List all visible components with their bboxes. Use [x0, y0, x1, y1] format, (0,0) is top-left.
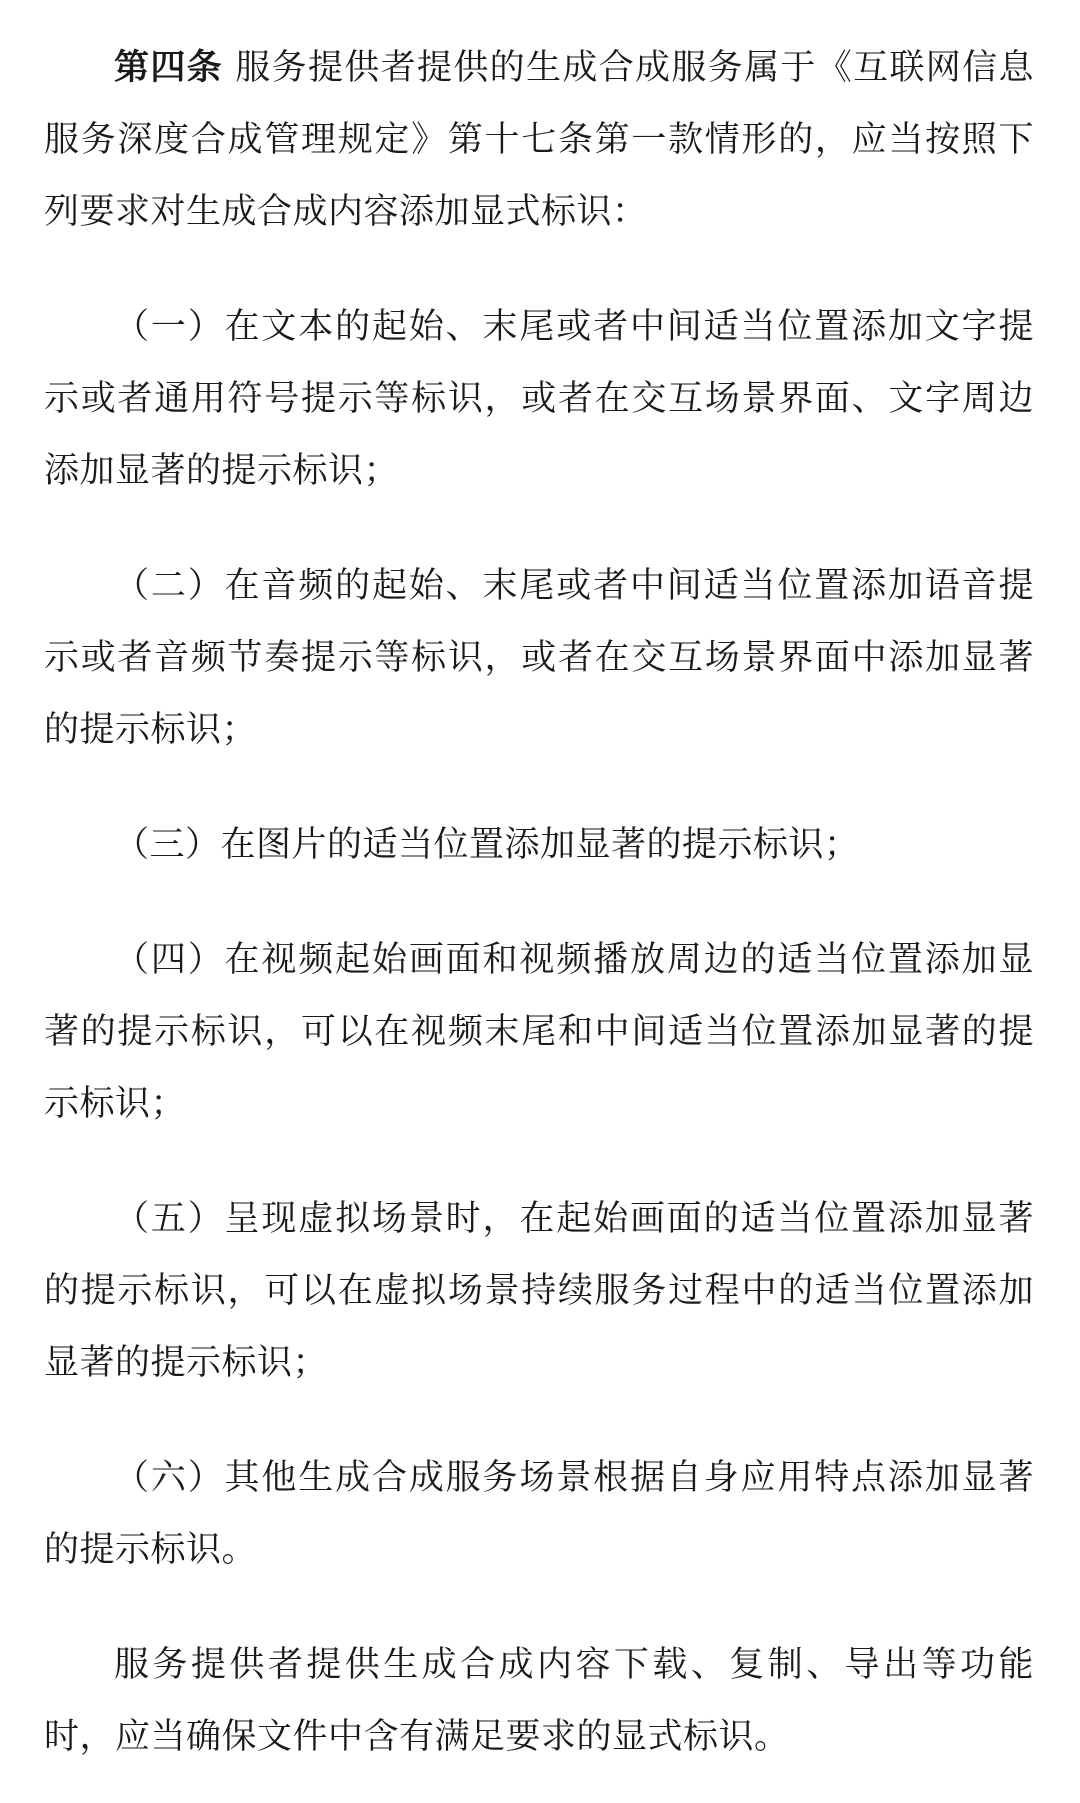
- document-body: [44, 32, 1034, 1773]
- article-item-3: （三）在图片的适当位置添加显著的提示标识；: [114, 825, 860, 865]
- article-item-1: （一）在文本的起始、末尾或者中间适当位置添加文字提示或者通用符号提示等标识，或者在交互场景界面、文字周边添加显著的提示标识；: [44, 307, 1034, 491]
- article-intro-text: 服务提供者提供的生成合成服务属于《互联网信息服务深度合成管理规定》第十七条第一款情形的，应当按照下列要求对生成合成内容添加显式标识：: [44, 48, 1034, 232]
- article-closing-paragraph: 服务提供者提供生成合成内容下载、复制、导出等功能时，应当确保文件中含有满足要求的显式标识。: [44, 1645, 1034, 1757]
- article-item-5: （五）呈现虚拟场景时，在起始画面的适当位置添加显著的提示标识，可以在虚拟场景持续服务过程中的适当位置添加显著的提示标识；: [44, 1199, 1034, 1383]
- article-intro-paragraph: [44, 32, 1034, 248]
- article-item-2: （二）在音频的起始、末尾或者中间适当位置添加语音提示或者音频节奏提示等标识，或者在交互场景界面中添加显著的提示标识；: [44, 566, 1034, 750]
- article-number: 第四条: [114, 48, 224, 88]
- article-item-6: （六）其他生成合成服务场景根据自身应用特点添加显著的提示标识。: [44, 1458, 1034, 1570]
- article-item-4: （四）在视频起始画面和视频播放周边的适当位置添加显著的提示标识，可以在视频末尾和中间适当位置添加显著的提示标识；: [44, 940, 1034, 1124]
